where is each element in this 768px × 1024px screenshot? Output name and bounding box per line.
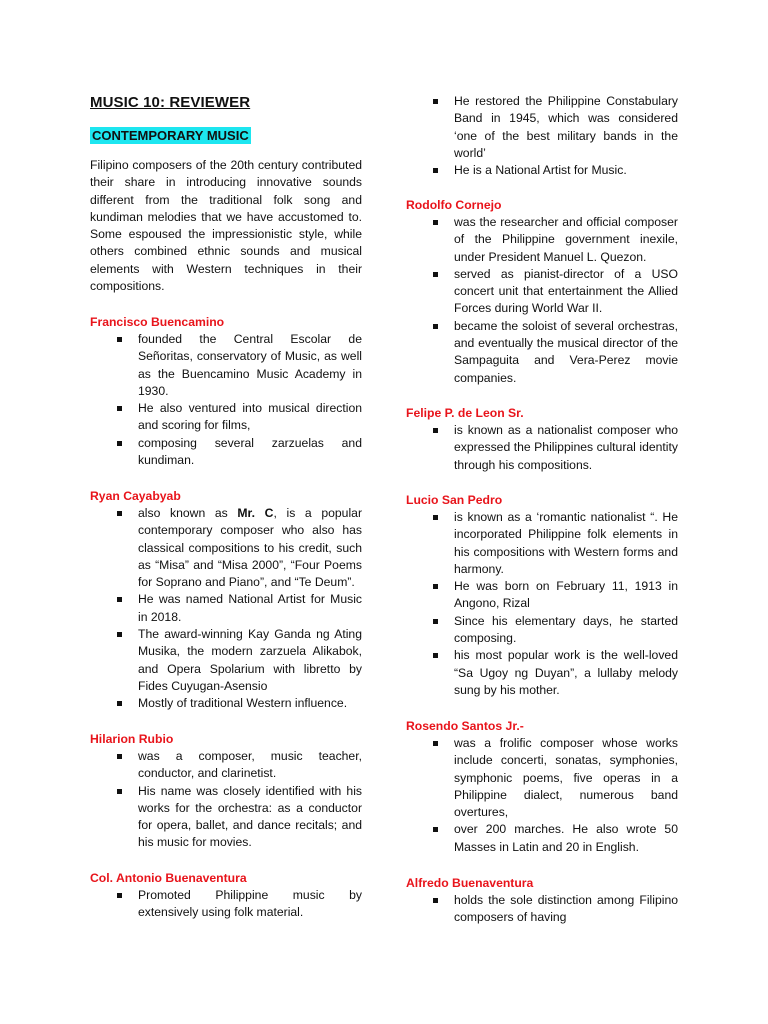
bullet-list xyxy=(406,892,678,927)
bullet-square-icon xyxy=(117,893,122,898)
list-item: holds the sole distinction among Filipino composers of having xyxy=(406,892,678,927)
list-item: He is a National Artist for Music. xyxy=(406,162,678,179)
composer-buencamino xyxy=(90,314,362,469)
bullet-list xyxy=(90,505,362,713)
composer-name: Felipe P. de Leon Sr. xyxy=(406,406,524,420)
bullet-square-icon xyxy=(433,272,438,277)
list-item: was the researcher and official composer of the Philippine government inexile, under President Manuel L. Quezon. xyxy=(406,214,678,266)
list-item: was a composer, music teacher, conductor, and clarinetist. xyxy=(90,748,362,783)
list-item: He restored the Philippine Constabulary Band in 1945, which was considered ‘one of the best military bands in the world’ xyxy=(406,93,678,162)
composer-name: Francisco Buencamino xyxy=(90,315,225,329)
list-item: served as pianist-director of a USO concert unit that entertainment the Allied Forces during World War II. xyxy=(406,266,678,318)
list-item: is known as a ‘romantic nationalist “. He incorporated Philippine folk elements in his compositions with Western forms and harmony. xyxy=(406,509,678,578)
bullet-list xyxy=(406,214,678,387)
composer-name: Hilarion Rubio xyxy=(90,732,174,746)
bullet-list xyxy=(406,509,678,699)
section-label: CONTEMPORARY MUSIC xyxy=(92,128,249,143)
composer-name: Ryan Cayabyab xyxy=(90,489,181,503)
list-item: his most popular work is the well-loved “Sa Ugoy ng Duyan”, a lullaby melody sung by his mother. xyxy=(406,647,678,699)
bullet-square-icon xyxy=(433,428,438,433)
bullet-square-icon xyxy=(433,324,438,329)
list-item: Promoted Philippine music by extensively using folk material. xyxy=(90,887,362,922)
list-item: is known as a nationalist composer who expressed the Philippines cultural identity through his compositions. xyxy=(406,422,678,474)
intro-paragraph: Filipino composers of the 20th century contributed their share in introducing innovative sounds different from the traditional folk song and kundiman melodies that we have accustomed to. Some espoused the impressionistic style, while others combined ethnic sounds and musical elements with Western techniques in their compositions. xyxy=(90,158,362,294)
bullet-square-icon xyxy=(117,754,122,759)
bullet-square-icon xyxy=(117,632,122,637)
composer-name: Rodolfo Cornejo xyxy=(406,198,502,212)
list-item: Since his elementary days, he started composing. xyxy=(406,613,678,648)
composer-san-pedro xyxy=(406,492,678,699)
composer-cayabyab xyxy=(90,488,362,713)
list-item: over 200 marches. He also wrote 50 Masses in Latin and 20 in English. xyxy=(406,821,678,856)
bullet-square-icon xyxy=(433,619,438,624)
page-title: MUSIC 10: REVIEWER xyxy=(90,94,251,111)
list-item: also known as Mr. C, is a popular contemporary composer who also has classical compositions to his credit, such as “Misa” and “Misa 2000”, “Four Poems for Soprano and Piano”, and “Te Deum”. xyxy=(90,505,362,591)
list-item: founded the Central Escolar de Señoritas, conservatory of Music, as well as the Buencamino Music Academy in 1930. xyxy=(90,331,362,400)
bullet-square-icon xyxy=(433,515,438,520)
bullet-square-icon xyxy=(433,741,438,746)
bullet-square-icon xyxy=(117,511,122,516)
composer-buenaventura-col xyxy=(90,870,362,922)
bullet-list xyxy=(406,93,678,179)
bullet-square-icon xyxy=(433,168,438,173)
list-item: He was named National Artist for Music in 2018. xyxy=(90,591,362,626)
bullet-list xyxy=(406,735,678,856)
composer-cornejo xyxy=(406,197,678,387)
composer-buenaventura-alfredo xyxy=(406,875,678,927)
composer-rubio xyxy=(90,731,362,852)
list-item: composing several zarzuelas and kundiman. xyxy=(90,435,362,470)
composer-santos xyxy=(406,718,678,856)
bullet-square-icon xyxy=(117,337,122,342)
list-item: He also ventured into musical direction and scoring for films, xyxy=(90,400,362,435)
bullet-square-icon xyxy=(117,406,122,411)
bullet-square-icon xyxy=(117,597,122,602)
bullet-list xyxy=(90,887,362,922)
list-item: His name was closely identified with his works for the orchestra: as a conductor for opera, ballet, and dance recitals; and his music for movies. xyxy=(90,783,362,852)
list-item: Mostly of traditional Western influence. xyxy=(90,695,362,712)
bullet-square-icon xyxy=(117,701,122,706)
composer-de-leon xyxy=(406,405,678,474)
composer-name: Col. Antonio Buenaventura xyxy=(90,871,247,885)
composer-buenaventura-col-cont xyxy=(406,93,678,179)
bullet-list xyxy=(90,331,362,469)
bullet-square-icon xyxy=(433,99,438,104)
bullet-square-icon xyxy=(433,898,438,903)
composer-name: Rosendo Santos Jr.- xyxy=(406,719,524,733)
bullet-list xyxy=(90,748,362,852)
list-item: The award-winning Kay Ganda ng Ating Musika, the modern zarzuela Alikabok, and Opera Spolarium with libretto by Fides Cuyugan-Asensio xyxy=(90,626,362,695)
list-item: became the soloist of several orchestras, and eventually the musical director of the Sampaguita and Vera-Perez movie companies. xyxy=(406,318,678,387)
bullet-list xyxy=(406,422,678,474)
bullet-square-icon xyxy=(433,584,438,589)
bullet-square-icon xyxy=(433,653,438,658)
list-item: He was born on February 11, 1913 in Angono, Rizal xyxy=(406,578,678,613)
bullet-square-icon xyxy=(433,220,438,225)
list-item: was a frolific composer whose works include concerti, sonatas, symphonies, symphonic poems, five operas in a Philippine dialect, numerous band overtures, xyxy=(406,735,678,821)
bullet-square-icon xyxy=(117,789,122,794)
bullet-square-icon xyxy=(433,827,438,832)
bullet-square-icon xyxy=(117,441,122,446)
composer-name: Lucio San Pedro xyxy=(406,493,503,507)
composer-name: Alfredo Buenaventura xyxy=(406,876,534,890)
